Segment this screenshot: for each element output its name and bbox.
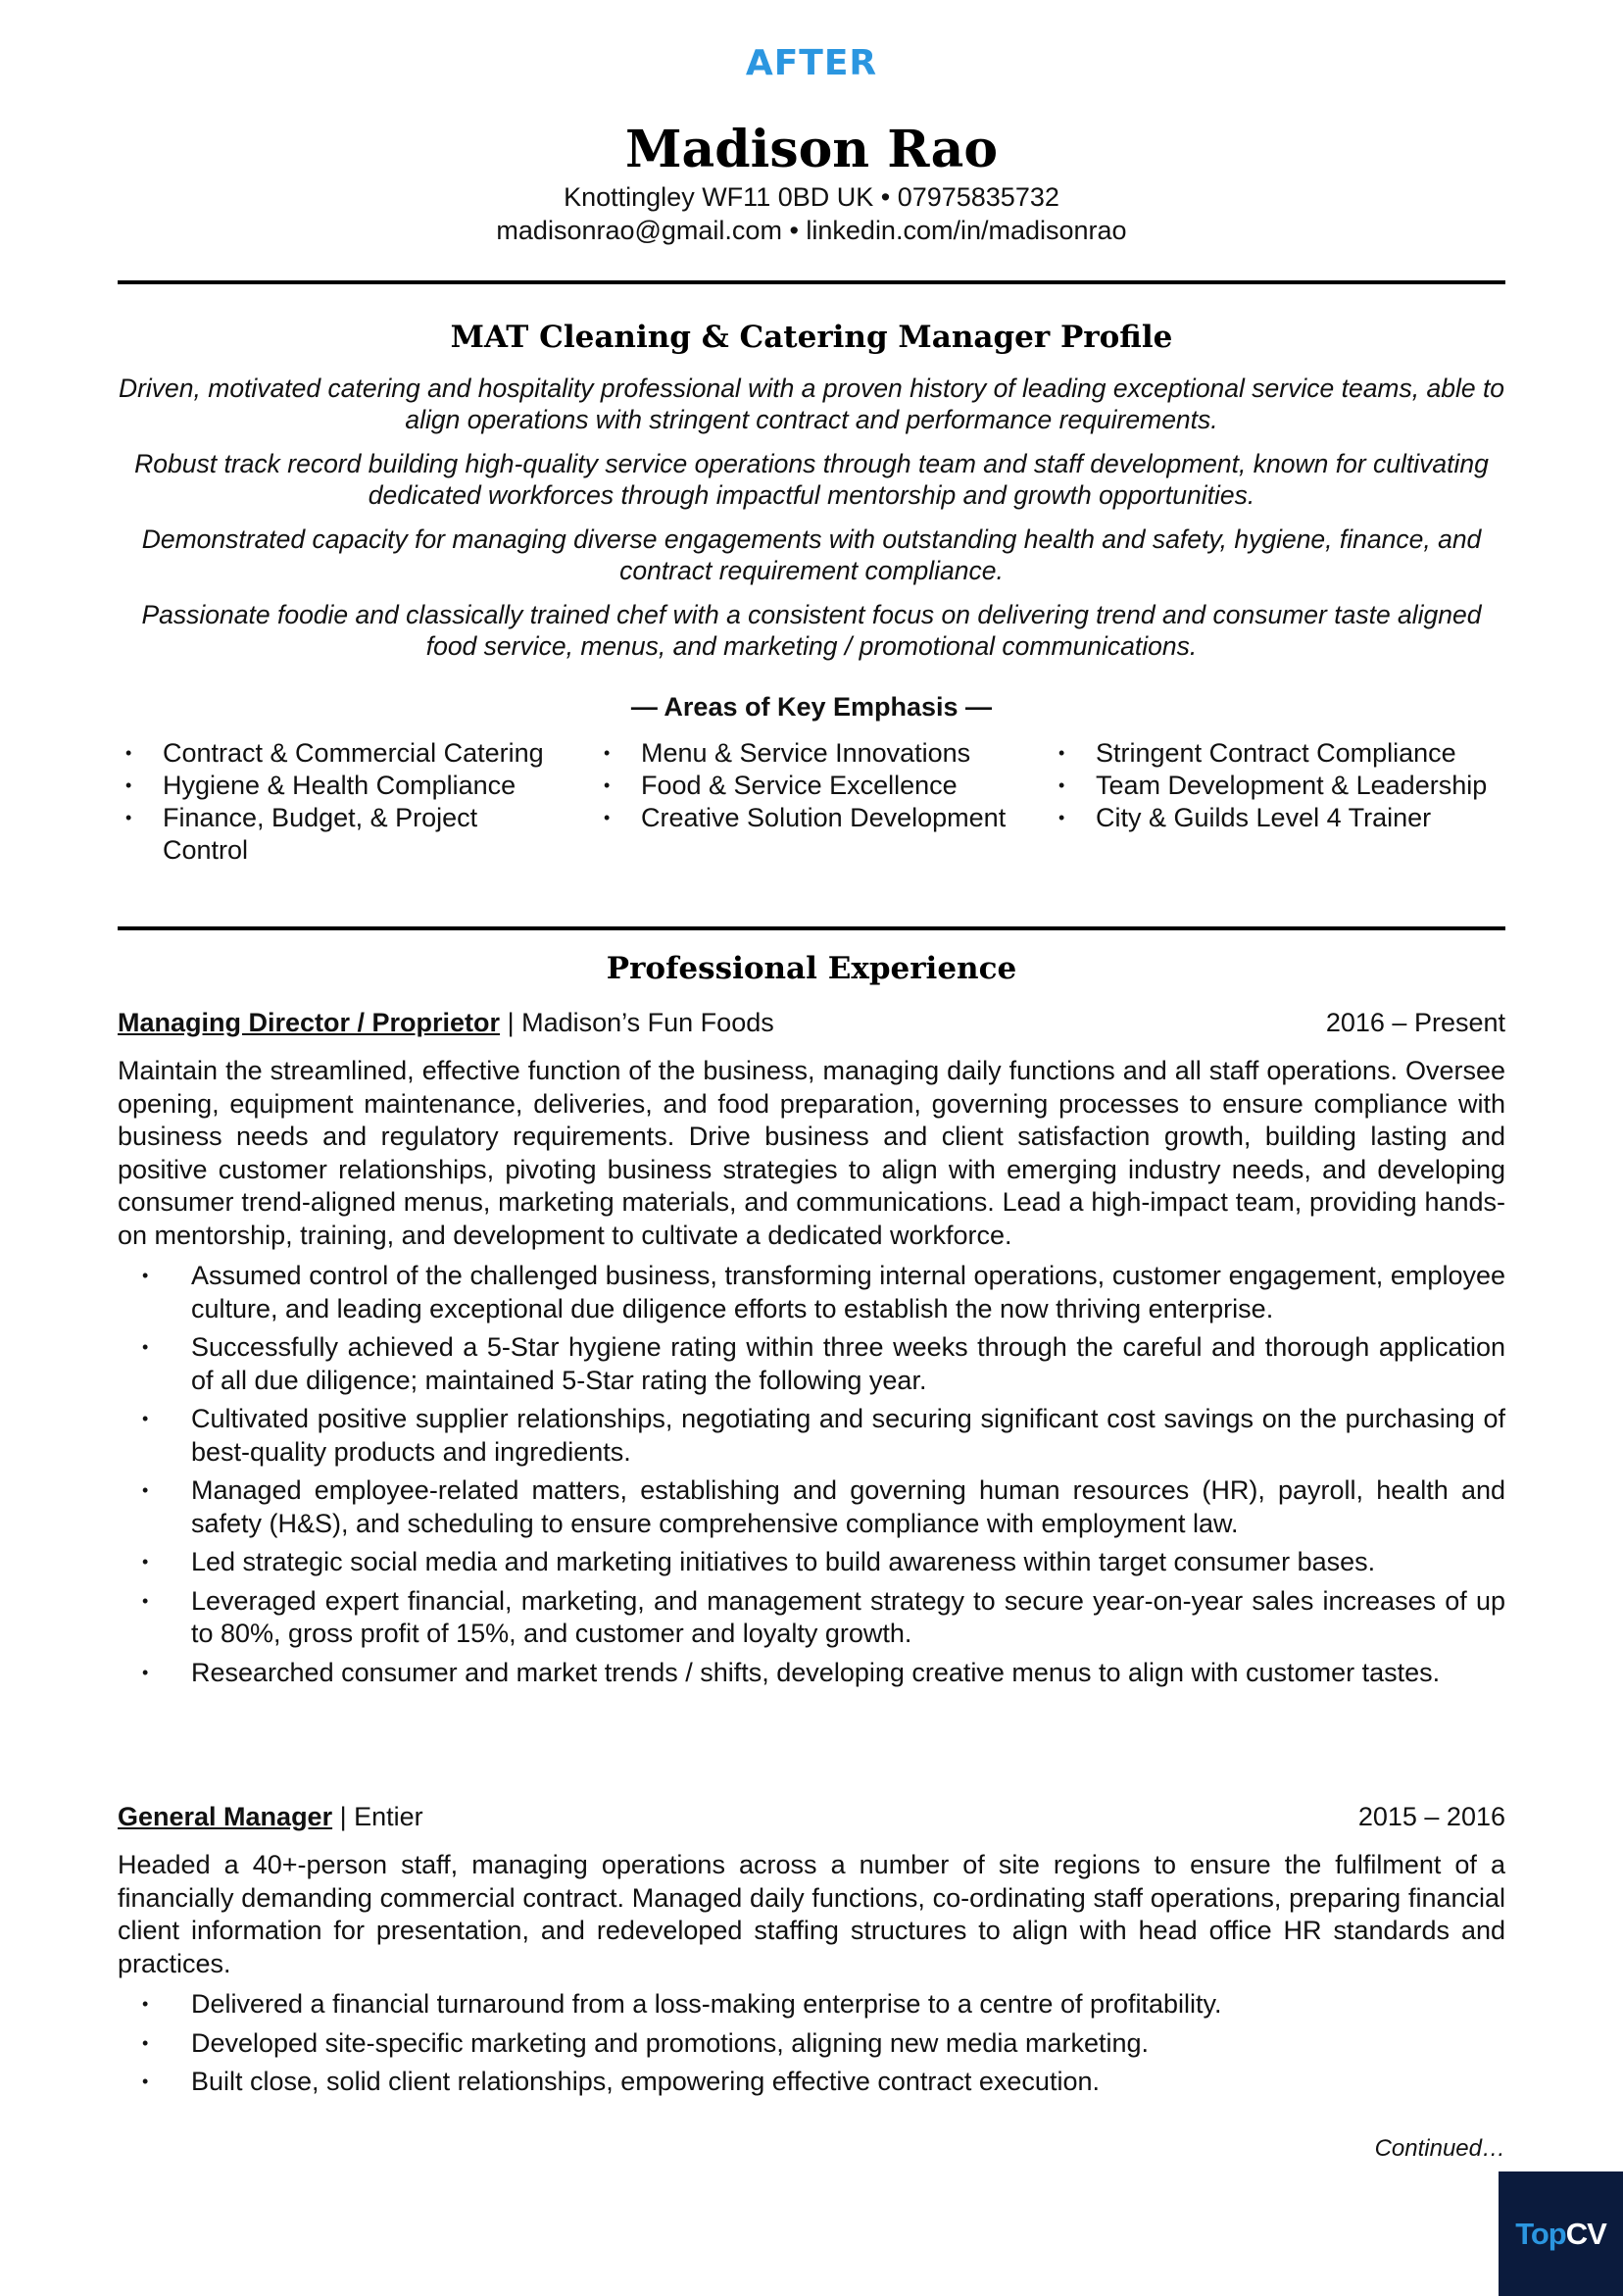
achievement-item: • Researched consumer and market trends / shifts, developing creative menus to align with customer tastes. [118, 1657, 1505, 1690]
emphasis-item: • Food & Service Excellence [596, 770, 1027, 802]
emphasis-item: • Finance, Budget, & Project Control [118, 802, 549, 867]
section-divider [118, 926, 1505, 930]
candidate-name: Madison Rao [624, 120, 999, 179]
profile-paragraph: Demonstrated capacity for managing diverse engagements with outstanding health and safety, hygiene, finance, and contract requirement compliance. [141, 524, 1482, 585]
job-header [118, 1800, 1505, 1833]
achievement-item: • Built close, solid client relationships, empowering effective contract execution. [118, 2066, 1505, 2099]
profile-paragraph: Passionate foodie and classically trained chef with a consistent focus on delivering trend and consumer taste aligned food service, menus, and marketing / promotional communications. [141, 600, 1482, 661]
continued-note: Continued… [1374, 2135, 1505, 2162]
logo-top-text: Top [1515, 2217, 1566, 2251]
job-achievements [118, 1988, 1505, 2099]
experience-title: Professional Experience [606, 951, 1017, 986]
contact-email-linkedin: madisonrao@gmail.com • linkedin.com/in/madisonrao [496, 216, 1127, 245]
emphasis-item: • Menu & Service Innovations [596, 737, 1027, 770]
job-dates: 2015 – 2016 [1357, 1802, 1505, 1831]
emphasis-item: • Stringent Contract Compliance [1051, 737, 1511, 770]
job-header [118, 1006, 1505, 1039]
emphasis-item: • Team Development & Leadership [1051, 770, 1511, 802]
achievement-item: • Cultivated positive supplier relationships, negotiating and securing significant cost savings on the purchasing of best-quality products and ingredients. [118, 1403, 1505, 1469]
job-company: | Entier [339, 1802, 423, 1831]
achievement-item: • Leveraged expert financial, marketing, and management strategy to secure year-on-year sales increases of up to 80%, gross profit of 15%, and customer and loyalty growth. [118, 1585, 1505, 1651]
emphasis-item: • Creative Solution Development [596, 802, 1027, 834]
achievement-item: • Managed employee-related matters, establishing and governing human resources (HR), payroll, health and safety (H&S), and scheduling to ensure comprehensive compliance with employment law. [118, 1474, 1505, 1540]
topcv-logo [1499, 2171, 1623, 2296]
emphasis-column [1051, 737, 1511, 834]
emphasis-column [118, 737, 549, 867]
topcv-logo-text [1499, 2217, 1623, 2252]
header-divider [118, 280, 1505, 284]
profile-title: MAT Cleaning & Catering Manager Profile [450, 320, 1173, 355]
achievement-item: • Successfully achieved a 5-Star hygiene rating within three weeks through the careful and thorough application of all due diligence; maintained 5-Star rating the following year. [118, 1331, 1505, 1397]
job-achievements [118, 1260, 1505, 1689]
job-description [118, 1849, 1505, 2105]
job-summary: Headed a 40+-person staff, managing operations across a number of site regions to ensure the fulfilment of a financially demanding commercial contract. Managed daily functions, co-ordinating staff operations, preparing financial client information for presentation, and redeveloped staffing structures to align with head office HR standards and practices. [118, 1850, 1505, 1978]
emphasis-column [596, 737, 1027, 834]
achievement-item: • Led strategic social media and marketing initiatives to build awareness within target consumer bases. [118, 1546, 1505, 1579]
job-summary: Maintain the streamlined, effective function of the business, managing daily functions and all staff operations. Oversee opening, equipment maintenance, deliveries, and food preparation, governing processes to ensure compliance with business needs and regulatory requirements. Drive business and client satisfaction growth, building lasting and positive customer relationships, pivoting business strategies to align with emerging industry needs, and developing consumer trend-aligned menus, marketing materials, and communications. Lead a high-impact team, providing hands-on mentorship, training, and development to cultivate a dedicated workforce. [118, 1056, 1505, 1250]
key-emphasis-title: — Areas of Key Emphasis — [630, 692, 993, 722]
logo-cv-text: CV [1565, 2217, 1606, 2251]
emphasis-item: • City & Guilds Level 4 Trainer [1051, 802, 1511, 834]
profile-paragraph: Driven, motivated catering and hospitality professional with a proven history of leading exceptional service teams, able to align operations with stringent contract and performance requirements. [118, 374, 1505, 434]
contact-address-phone: Knottingley WF11 0BD UK • 07975835732 [564, 182, 1059, 212]
job-title: General Manager [118, 1802, 333, 1831]
profile-paragraph: Robust track record building high-quality service operations through team and staff development, known for cultivating dedicated workforces through impactful mentorship and growth opportunities. [134, 449, 1489, 510]
job-dates: 2016 – Present [1325, 1008, 1505, 1037]
emphasis-item: • Hygiene & Health Compliance [118, 770, 549, 802]
achievement-item: • Delivered a financial turnaround from a loss-making enterprise to a centre of profitability. [118, 1988, 1505, 2021]
achievement-item: • Assumed control of the challenged business, transforming internal operations, customer engagement, employee culture, and leading exceptional due diligence efforts to establish the now thriving enterprise. [118, 1260, 1505, 1325]
after-badge: AFTER [745, 43, 878, 83]
job-title: Managing Director / Proprietor [118, 1008, 501, 1037]
job-description [118, 1055, 1505, 1695]
achievement-item: • Developed site-specific marketing and promotions, aligning new media marketing. [118, 2027, 1505, 2061]
emphasis-item: • Contract & Commercial Catering [118, 737, 549, 770]
profile-summary [118, 373, 1505, 674]
job-company: | Madison’s Fun Foods [507, 1008, 774, 1037]
